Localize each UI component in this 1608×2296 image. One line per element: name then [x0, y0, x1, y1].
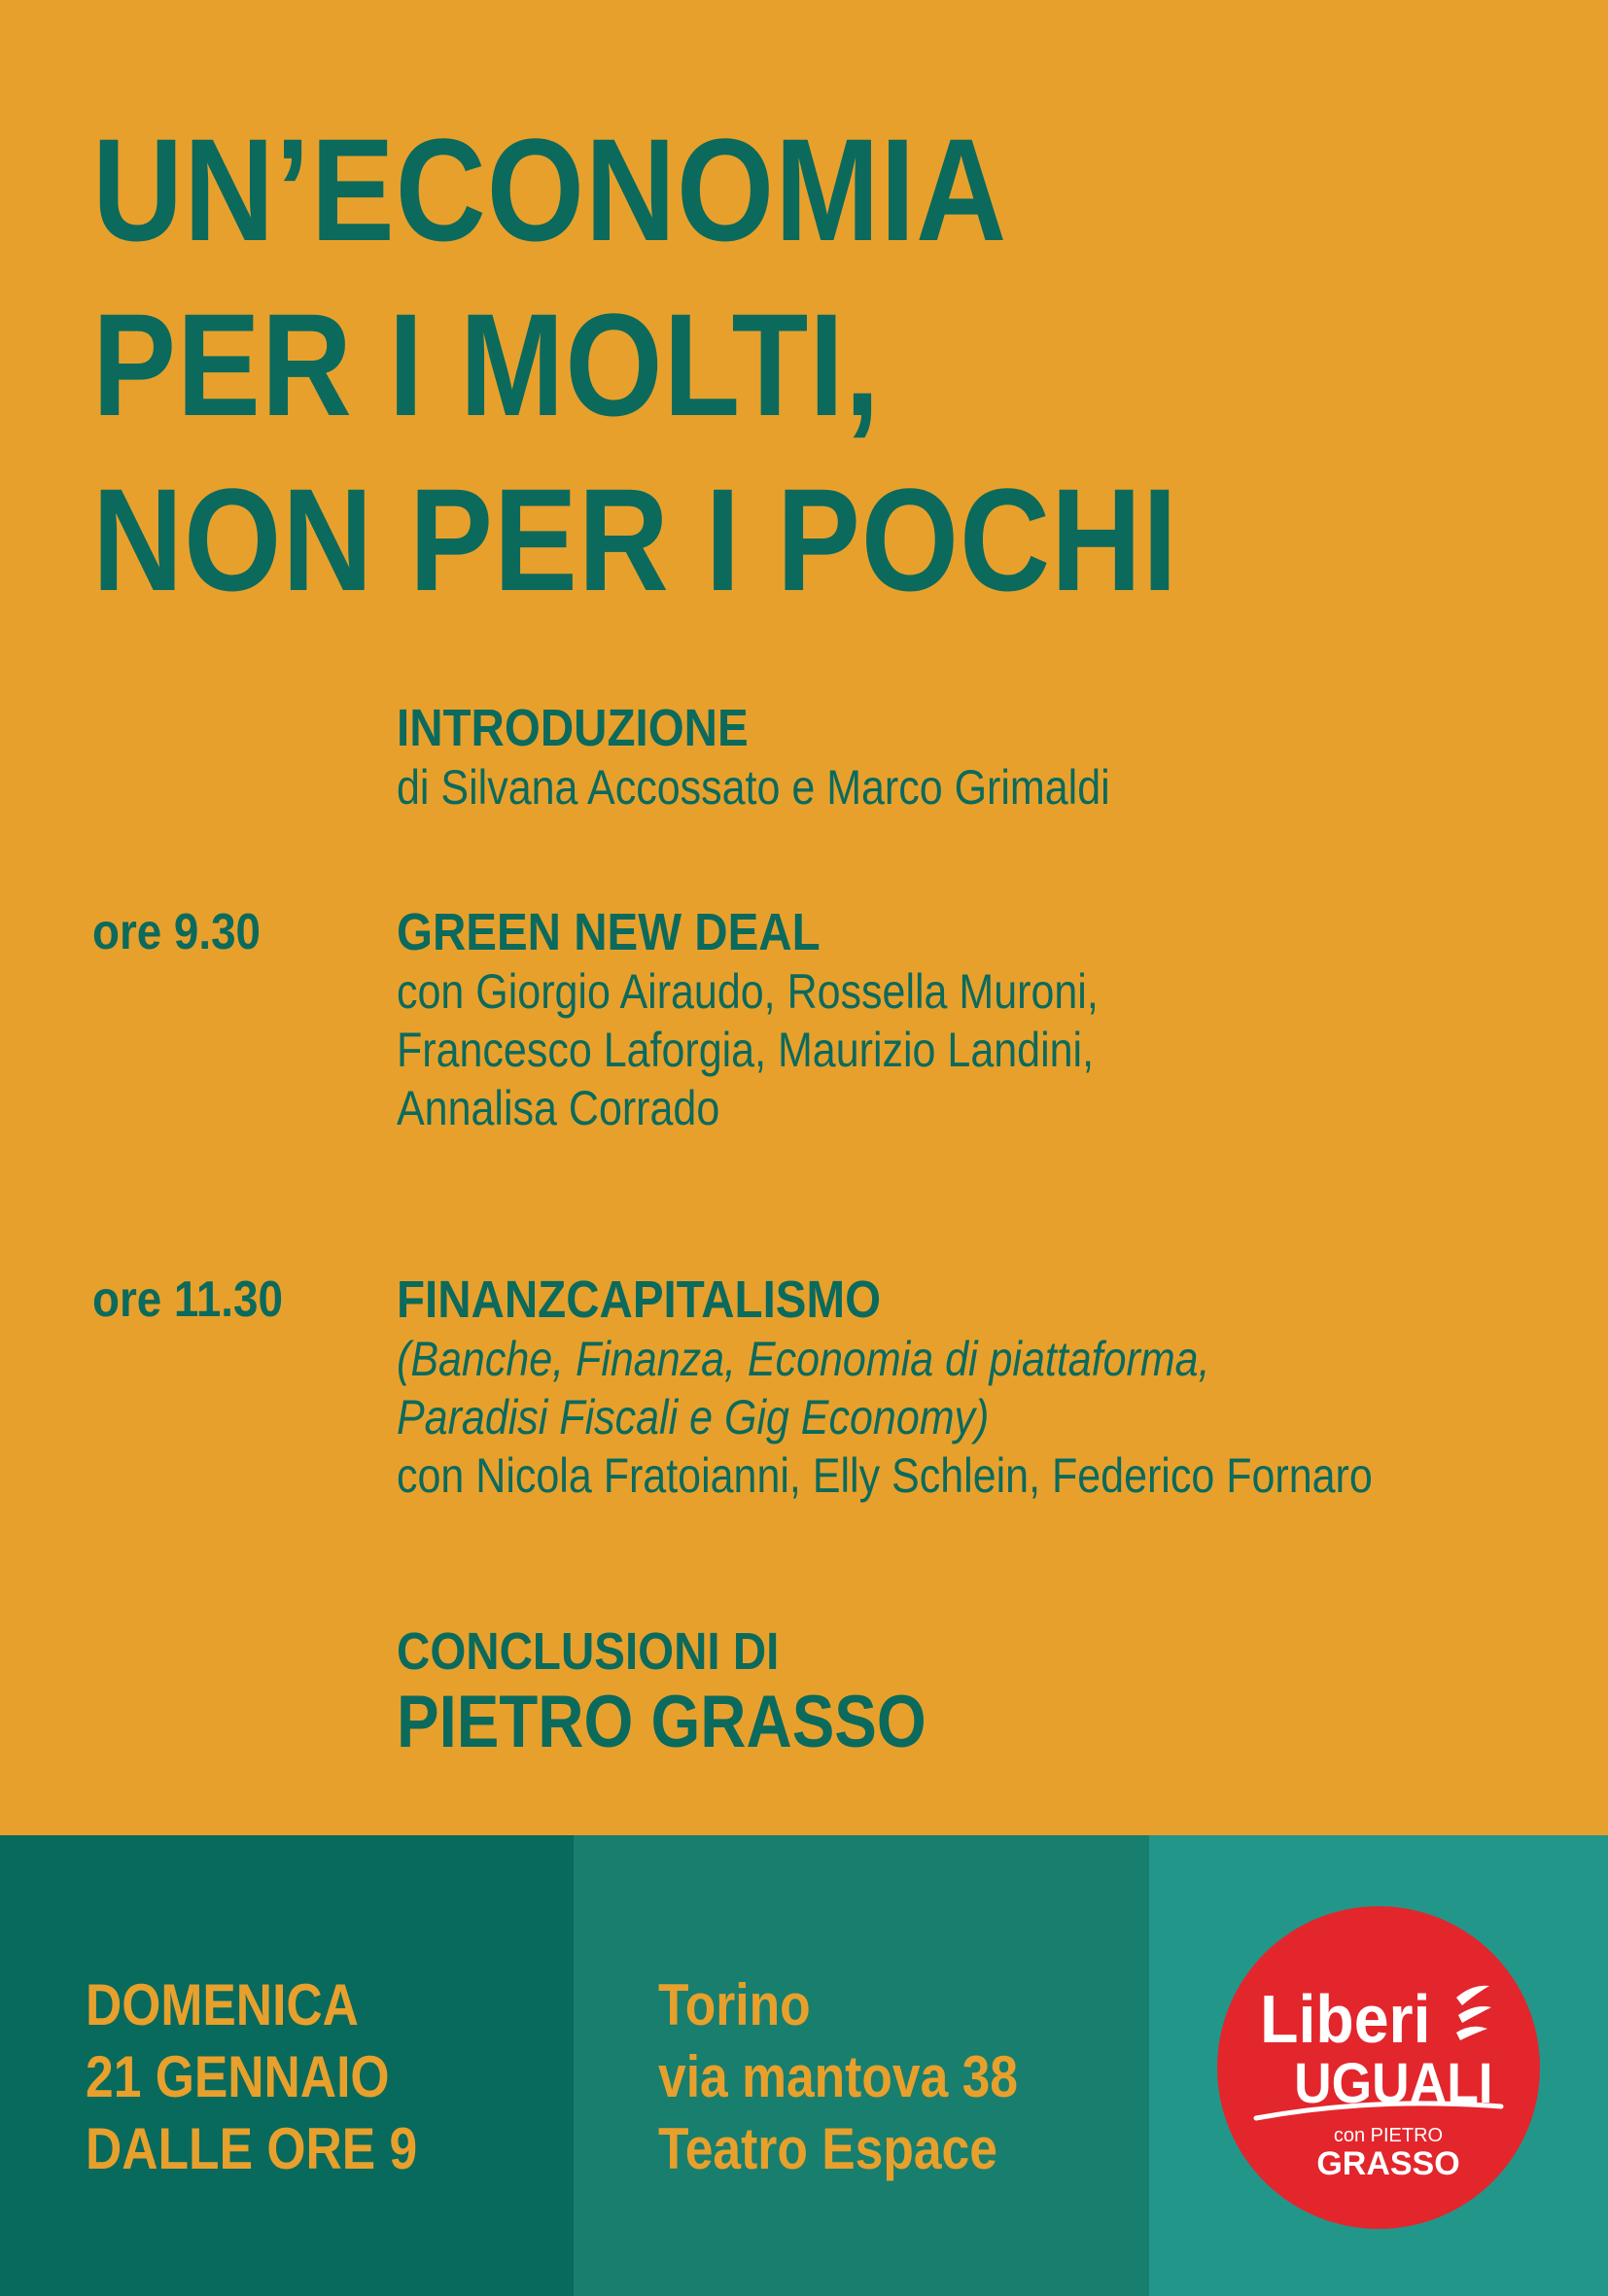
session-2-heading: FINANZCAPITALISMO [397, 1270, 882, 1329]
session-1-speakers-line-3: Annalisa Corrado [397, 1081, 720, 1135]
date-info [86, 1969, 472, 2185]
location-info [658, 1969, 1076, 2185]
date-line-2: 21 GENNAIO [86, 2044, 390, 2109]
session-2-topics-line-2: Paradisi Fiscali e Gig Economy) [397, 1390, 990, 1444]
date-line-1: DOMENICA [86, 1972, 359, 2037]
title-line-2: PER I MOLTI, [92, 283, 881, 446]
session-1-body [397, 902, 1583, 1137]
intro-heading: INTRODUZIONE [397, 699, 749, 757]
title-line-1: UN’ECONOMIA [92, 108, 1008, 271]
logo-word-1: Liberi [1260, 1981, 1431, 2058]
date-panel [0, 1835, 574, 2296]
liberi-uguali-logo-icon [1217, 1906, 1540, 2229]
intro-body [397, 698, 1583, 817]
session-2-speakers: con Nicola Fratoianni, Elly Schlein, Federico Fornaro [397, 1448, 1373, 1503]
logo-name-text: GRASSO [1316, 2145, 1460, 2182]
date-line-3: DALLE ORE 9 [86, 2116, 418, 2181]
footer-band [0, 1835, 1608, 2296]
conclusion-speaker: PIETRO GRASSO [397, 1681, 926, 1763]
location-line-3: Teatro Espace [658, 2116, 997, 2181]
session-1-heading: GREEN NEW DEAL [397, 903, 821, 961]
session-1-speakers-line-1: con Giorgio Airaudo, Rossella Muroni, [397, 964, 1099, 1019]
location-line-2: via mantova 38 [658, 2044, 1019, 2109]
logo-word-2: UGUALI [1294, 2051, 1493, 2115]
location-line-1: Torino [658, 1972, 811, 2037]
poster-title [92, 102, 1551, 627]
logo-small-text: con PIETRO [1333, 2125, 1444, 2146]
session-1-time: ore 9.30 [92, 904, 261, 960]
title-line-3: NON PER I POCHI [92, 458, 1178, 621]
conclusion-heading: CONCLUSIONI DI [397, 1622, 780, 1681]
session-2-time: ore 11.30 [92, 1271, 283, 1328]
session-2-topics-line-1: (Banche, Finanza, Economia di piattaforma, [397, 1332, 1210, 1386]
session-2-body [397, 1270, 1583, 1505]
conclusion-body [397, 1621, 1583, 1763]
logo-panel [1149, 1835, 1608, 2296]
location-panel [574, 1835, 1149, 2296]
intro-speakers: di Silvana Accossato e Marco Grimaldi [397, 760, 1110, 815]
session-1-speakers-line-2: Francesco Laforgia, Maurizio Landini, [397, 1023, 1095, 1077]
